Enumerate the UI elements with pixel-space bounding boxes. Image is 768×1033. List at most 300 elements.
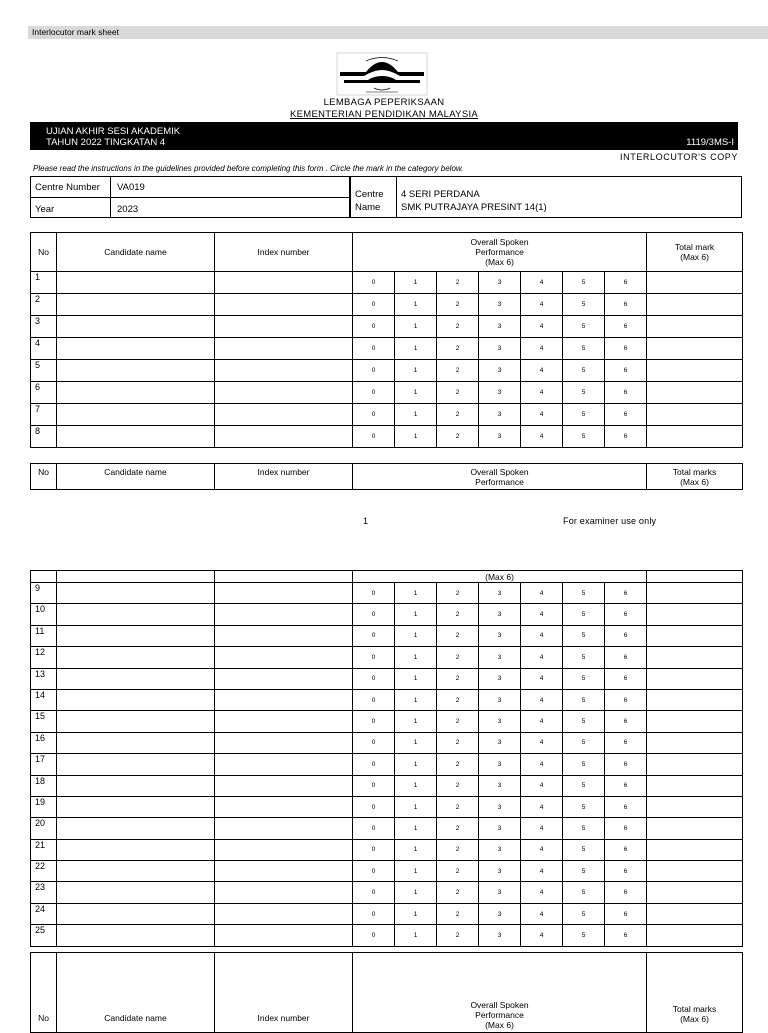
score-option[interactable]: 1	[395, 839, 437, 860]
total-mark-cell[interactable]	[647, 338, 743, 360]
score-option[interactable]: 6	[605, 647, 647, 668]
score-option[interactable]: 6	[605, 625, 647, 646]
score-option[interactable]: 2	[437, 382, 479, 404]
score-option[interactable]: 4	[521, 711, 563, 732]
bottom-col-no: No	[31, 953, 57, 1033]
score-option[interactable]: 5	[563, 775, 605, 796]
candidate-name-cell[interactable]	[57, 861, 215, 882]
total-mark-cell[interactable]	[647, 925, 743, 946]
score-option[interactable]: 2	[437, 294, 479, 316]
score-option[interactable]: 4	[521, 861, 563, 882]
index-number-cell[interactable]	[215, 818, 353, 839]
score-option[interactable]: 2	[437, 818, 479, 839]
score-option[interactable]: 3	[479, 668, 521, 689]
performance-line1: Overall Spoken	[470, 237, 529, 247]
score-option[interactable]: 3	[479, 925, 521, 946]
candidate-row	[31, 316, 743, 338]
index-number-cell[interactable]	[215, 625, 353, 646]
score-option[interactable]: 5	[563, 316, 605, 338]
score-option[interactable]: 2	[437, 711, 479, 732]
candidate-row	[31, 338, 743, 360]
score-option[interactable]: 3	[479, 583, 521, 604]
score-option[interactable]: 5	[563, 625, 605, 646]
total-line1: Total mark	[674, 242, 715, 252]
score-option[interactable]: 4	[521, 294, 563, 316]
score-option[interactable]: 1	[395, 796, 437, 817]
score-option[interactable]: 4	[521, 604, 563, 625]
score-option[interactable]: 5	[563, 754, 605, 775]
score-option[interactable]: 1	[395, 818, 437, 839]
score-option[interactable]: 1	[395, 711, 437, 732]
score-option[interactable]: 5	[563, 647, 605, 668]
index-number-cell[interactable]	[215, 754, 353, 775]
score-option[interactable]: 0	[353, 754, 395, 775]
score-option[interactable]: 3	[479, 754, 521, 775]
score-option[interactable]: 2	[437, 796, 479, 817]
score-option[interactable]: 4	[521, 647, 563, 668]
centre-info-right	[350, 176, 742, 218]
score-option[interactable]: 4	[521, 818, 563, 839]
candidate-name-cell[interactable]	[57, 754, 215, 775]
score-option[interactable]: 5	[563, 903, 605, 924]
candidate-row	[31, 839, 743, 860]
score-option[interactable]: 2	[437, 839, 479, 860]
index-number-cell[interactable]	[215, 732, 353, 753]
score-option[interactable]: 3	[479, 625, 521, 646]
score-option[interactable]: 0	[353, 668, 395, 689]
index-number-cell[interactable]	[215, 316, 353, 338]
score-option[interactable]: 4	[521, 775, 563, 796]
candidate-row	[31, 604, 743, 625]
score-option[interactable]: 1	[395, 732, 437, 753]
index-number-cell[interactable]	[215, 426, 353, 448]
candidate-row	[31, 583, 743, 604]
header-bar	[28, 26, 768, 39]
index-number-cell[interactable]	[215, 360, 353, 382]
total-mark-cell[interactable]	[647, 272, 743, 294]
score-option[interactable]: 1	[395, 925, 437, 946]
col-header-total	[647, 233, 743, 272]
score-option[interactable]: 2	[437, 625, 479, 646]
score-option[interactable]: 6	[605, 382, 647, 404]
score-option[interactable]: 6	[605, 839, 647, 860]
score-option[interactable]: 0	[353, 903, 395, 924]
score-option[interactable]: 3	[479, 711, 521, 732]
instructions: Please read the instructions in the guidelines provided before completing this form . Circle the mark in the category below.	[33, 164, 464, 173]
score-option[interactable]: 5	[563, 604, 605, 625]
candidate-name-cell[interactable]	[57, 338, 215, 360]
score-option[interactable]: 3	[479, 647, 521, 668]
row-number: 5	[31, 360, 57, 382]
score-option[interactable]: 3	[479, 404, 521, 426]
row-number: 19	[31, 796, 57, 817]
score-option[interactable]: 5	[563, 925, 605, 946]
score-option[interactable]: 3	[479, 732, 521, 753]
bottom-col-performance	[353, 953, 647, 1033]
score-option[interactable]: 0	[353, 732, 395, 753]
score-option[interactable]: 4	[521, 583, 563, 604]
index-number-cell[interactable]	[215, 604, 353, 625]
index-number-cell[interactable]	[215, 294, 353, 316]
total-mark-cell[interactable]	[647, 796, 743, 817]
score-option[interactable]: 1	[395, 754, 437, 775]
total-mark-cell[interactable]	[647, 732, 743, 753]
score-option[interactable]: 3	[479, 775, 521, 796]
total-mark-cell[interactable]	[647, 775, 743, 796]
score-option[interactable]: 6	[605, 668, 647, 689]
score-option[interactable]: 2	[437, 272, 479, 294]
score-option[interactable]: 0	[353, 294, 395, 316]
score-option[interactable]: 4	[521, 796, 563, 817]
score-option[interactable]: 0	[353, 818, 395, 839]
candidate-name-cell[interactable]	[57, 583, 215, 604]
index-number-cell[interactable]	[215, 925, 353, 946]
score-option[interactable]: 2	[437, 882, 479, 903]
score-option[interactable]: 6	[605, 796, 647, 817]
score-option[interactable]: 0	[353, 925, 395, 946]
row-number: 21	[31, 839, 57, 860]
score-option[interactable]: 0	[353, 583, 395, 604]
bottom-header-table	[30, 952, 743, 1033]
score-option[interactable]: 6	[605, 272, 647, 294]
score-option[interactable]: 3	[479, 839, 521, 860]
score-option[interactable]: 3	[479, 360, 521, 382]
bottom-total-line1: Total marks	[672, 1004, 717, 1014]
centre-info-left	[30, 176, 350, 218]
score-option[interactable]: 1	[395, 294, 437, 316]
score-option[interactable]: 4	[521, 625, 563, 646]
score-option[interactable]: 6	[605, 360, 647, 382]
score-option[interactable]: 1	[395, 583, 437, 604]
total-mark-cell[interactable]	[647, 404, 743, 426]
col-header-performance	[353, 233, 647, 272]
row-number: 18	[31, 775, 57, 796]
total-mark-cell[interactable]	[647, 689, 743, 710]
score-option[interactable]: 0	[353, 604, 395, 625]
score-option[interactable]: 2	[437, 426, 479, 448]
score-option[interactable]: 3	[479, 604, 521, 625]
total-mark-cell[interactable]	[647, 903, 743, 924]
row-number: 1	[31, 272, 57, 294]
candidate-name-cell[interactable]	[57, 604, 215, 625]
candidate-name-cell[interactable]	[57, 316, 215, 338]
row-number: 3	[31, 316, 57, 338]
score-option[interactable]: 0	[353, 404, 395, 426]
score-option[interactable]: 5	[563, 839, 605, 860]
score-option[interactable]: 2	[437, 583, 479, 604]
total-mark-cell[interactable]	[647, 711, 743, 732]
score-option[interactable]: 6	[605, 711, 647, 732]
score-option[interactable]: 6	[605, 732, 647, 753]
row-number: 14	[31, 689, 57, 710]
score-option[interactable]: 6	[605, 775, 647, 796]
score-option[interactable]: 6	[605, 426, 647, 448]
candidate-name-cell[interactable]	[57, 360, 215, 382]
score-option[interactable]: 6	[605, 316, 647, 338]
year-label: Year	[35, 204, 55, 215]
score-option[interactable]: 3	[479, 882, 521, 903]
exam-title-bar	[30, 122, 738, 150]
bottom-col-index: Index number	[215, 953, 353, 1033]
index-number-cell[interactable]	[215, 861, 353, 882]
score-option[interactable]: 3	[479, 689, 521, 710]
score-option[interactable]: 4	[521, 668, 563, 689]
centre-number-label: Centre Number	[35, 182, 100, 193]
index-number-cell[interactable]	[215, 668, 353, 689]
total-mark-cell[interactable]	[647, 668, 743, 689]
index-number-cell[interactable]	[215, 647, 353, 668]
score-option[interactable]: 1	[395, 316, 437, 338]
score-option[interactable]: 1	[395, 272, 437, 294]
index-number-cell[interactable]	[215, 903, 353, 924]
footer-col-index: Index number	[215, 464, 353, 490]
score-option[interactable]: 0	[353, 382, 395, 404]
score-option[interactable]: 3	[479, 861, 521, 882]
score-option[interactable]: 6	[605, 818, 647, 839]
total-mark-cell[interactable]	[647, 754, 743, 775]
row-number: 11	[31, 625, 57, 646]
score-option[interactable]: 5	[563, 882, 605, 903]
score-option[interactable]: 5	[563, 689, 605, 710]
score-option[interactable]: 6	[605, 404, 647, 426]
score-option[interactable]: 1	[395, 426, 437, 448]
score-option[interactable]: 1	[395, 338, 437, 360]
school-name-value: SMK PUTRAJAYA PRESINT 14(1)	[401, 202, 547, 213]
index-number-cell[interactable]	[215, 711, 353, 732]
index-number-cell[interactable]	[215, 404, 353, 426]
candidate-name-cell[interactable]	[57, 818, 215, 839]
score-option[interactable]: 5	[563, 861, 605, 882]
score-option[interactable]: 2	[437, 647, 479, 668]
score-option[interactable]: 5	[563, 668, 605, 689]
candidate-row	[31, 382, 743, 404]
score-option[interactable]: 4	[521, 882, 563, 903]
score-option[interactable]: 1	[395, 604, 437, 625]
candidate-name-cell[interactable]	[57, 689, 215, 710]
score-option[interactable]: 4	[521, 732, 563, 753]
index-number-cell[interactable]	[215, 882, 353, 903]
score-option[interactable]: 4	[521, 903, 563, 924]
score-option[interactable]: 0	[353, 360, 395, 382]
score-option[interactable]: 4	[521, 272, 563, 294]
score-option[interactable]: 5	[563, 426, 605, 448]
total-mark-cell[interactable]	[647, 625, 743, 646]
footer-total-line2: (Max 6)	[680, 476, 709, 487]
score-option[interactable]: 2	[437, 903, 479, 924]
score-option[interactable]: 4	[521, 338, 563, 360]
score-option[interactable]: 4	[521, 360, 563, 382]
score-option[interactable]: 0	[353, 625, 395, 646]
total-mark-cell[interactable]	[647, 861, 743, 882]
score-option[interactable]: 1	[395, 360, 437, 382]
performance-line3: (Max 6)	[485, 257, 514, 267]
score-option[interactable]: 5	[563, 360, 605, 382]
candidate-name-cell[interactable]	[57, 625, 215, 646]
index-number-cell[interactable]	[215, 796, 353, 817]
score-option[interactable]: 2	[437, 404, 479, 426]
score-option[interactable]: 6	[605, 882, 647, 903]
candidate-name-cell[interactable]	[57, 647, 215, 668]
index-number-cell[interactable]	[215, 775, 353, 796]
candidate-name-cell[interactable]	[57, 839, 215, 860]
score-option[interactable]: 5	[563, 294, 605, 316]
total-mark-cell[interactable]	[647, 294, 743, 316]
candidate-name-cell[interactable]	[57, 426, 215, 448]
score-option[interactable]: 2	[437, 925, 479, 946]
score-option[interactable]: 1	[395, 668, 437, 689]
col-header-candidate: Candidate name	[57, 233, 215, 272]
index-number-cell[interactable]	[215, 583, 353, 604]
score-option[interactable]: 6	[605, 689, 647, 710]
score-option[interactable]: 3	[479, 796, 521, 817]
score-option[interactable]: 3	[479, 426, 521, 448]
score-option[interactable]: 6	[605, 583, 647, 604]
score-option[interactable]: 0	[353, 647, 395, 668]
total-mark-cell[interactable]	[647, 382, 743, 404]
total-mark-cell[interactable]	[647, 426, 743, 448]
score-option[interactable]: 6	[605, 294, 647, 316]
candidate-row	[31, 625, 743, 646]
score-option[interactable]: 5	[563, 796, 605, 817]
score-option[interactable]: 4	[521, 689, 563, 710]
score-option[interactable]: 4	[521, 316, 563, 338]
score-option[interactable]: 4	[521, 839, 563, 860]
candidate-name-cell[interactable]	[57, 732, 215, 753]
score-option[interactable]: 4	[521, 404, 563, 426]
row-number: 8	[31, 426, 57, 448]
score-option[interactable]: 2	[437, 668, 479, 689]
org-name: LEMBAGA PEPERIKSAAN	[323, 97, 445, 108]
score-option[interactable]: 1	[395, 382, 437, 404]
score-option[interactable]: 5	[563, 818, 605, 839]
total-mark-cell[interactable]	[647, 604, 743, 625]
footer-col-candidate: Candidate name	[57, 464, 215, 490]
candidate-name-cell[interactable]	[57, 903, 215, 924]
score-option[interactable]: 2	[437, 732, 479, 753]
total-mark-cell[interactable]	[647, 882, 743, 903]
candidate-row	[31, 796, 743, 817]
score-option[interactable]: 1	[395, 882, 437, 903]
score-option[interactable]: 4	[521, 426, 563, 448]
score-option[interactable]: 6	[605, 925, 647, 946]
score-option[interactable]: 0	[353, 711, 395, 732]
score-option[interactable]: 2	[437, 775, 479, 796]
total-mark-cell[interactable]	[647, 839, 743, 860]
score-option[interactable]: 0	[353, 272, 395, 294]
candidate-name-cell[interactable]	[57, 404, 215, 426]
score-option[interactable]: 5	[563, 272, 605, 294]
candidate-name-cell[interactable]	[57, 925, 215, 946]
score-option[interactable]: 6	[605, 903, 647, 924]
score-option[interactable]: 5	[563, 382, 605, 404]
index-number-cell[interactable]	[215, 338, 353, 360]
score-option[interactable]: 0	[353, 426, 395, 448]
score-option[interactable]: 1	[395, 861, 437, 882]
score-option[interactable]: 3	[479, 294, 521, 316]
table2-max-label: (Max 6)	[353, 571, 647, 583]
row-number: 6	[31, 382, 57, 404]
score-option[interactable]: 0	[353, 861, 395, 882]
candidate-name-cell[interactable]	[57, 775, 215, 796]
total-mark-cell[interactable]	[647, 316, 743, 338]
score-option[interactable]: 1	[395, 625, 437, 646]
score-option[interactable]: 1	[395, 903, 437, 924]
score-option[interactable]: 0	[353, 882, 395, 903]
score-option[interactable]: 4	[521, 382, 563, 404]
score-option[interactable]: 2	[437, 360, 479, 382]
total-mark-cell[interactable]	[647, 818, 743, 839]
score-option[interactable]: 1	[395, 775, 437, 796]
exam-title-line1: UJIAN AKHIR SESI AKADEMIK	[46, 126, 181, 137]
row-number: 4	[31, 338, 57, 360]
index-number-cell[interactable]	[215, 382, 353, 404]
score-option[interactable]: 2	[437, 316, 479, 338]
score-option[interactable]: 2	[437, 604, 479, 625]
score-option[interactable]: 4	[521, 754, 563, 775]
candidate-row	[31, 882, 743, 903]
score-option[interactable]: 4	[521, 925, 563, 946]
score-option[interactable]: 3	[479, 903, 521, 924]
score-option[interactable]: 6	[605, 861, 647, 882]
candidate-name-cell[interactable]	[57, 294, 215, 316]
score-option[interactable]: 2	[437, 861, 479, 882]
score-option[interactable]: 5	[563, 404, 605, 426]
index-number-cell[interactable]	[215, 839, 353, 860]
candidate-name-cell[interactable]	[57, 882, 215, 903]
index-number-cell[interactable]	[215, 689, 353, 710]
score-option[interactable]: 3	[479, 818, 521, 839]
score-option[interactable]: 2	[437, 689, 479, 710]
score-option[interactable]: 0	[353, 796, 395, 817]
footer-col-performance	[353, 464, 647, 490]
score-option[interactable]: 1	[395, 647, 437, 668]
score-option[interactable]: 5	[563, 583, 605, 604]
candidate-name-cell[interactable]	[57, 272, 215, 294]
score-option[interactable]: 0	[353, 839, 395, 860]
centre-name-label-2: Name	[355, 202, 381, 213]
score-option[interactable]: 0	[353, 316, 395, 338]
candidate-name-cell[interactable]	[57, 711, 215, 732]
score-option[interactable]: 3	[479, 338, 521, 360]
score-option[interactable]: 2	[437, 338, 479, 360]
score-option[interactable]: 6	[605, 754, 647, 775]
score-option[interactable]: 5	[563, 338, 605, 360]
score-option[interactable]: 1	[395, 404, 437, 426]
score-option[interactable]: 1	[395, 689, 437, 710]
score-option[interactable]: 5	[563, 711, 605, 732]
candidate-name-cell[interactable]	[57, 796, 215, 817]
score-option[interactable]: 6	[605, 604, 647, 625]
candidate-name-cell[interactable]	[57, 382, 215, 404]
page-number: 1	[363, 516, 369, 526]
score-option[interactable]: 6	[605, 338, 647, 360]
candidate-row	[31, 294, 743, 316]
row-number: 7	[31, 404, 57, 426]
score-option[interactable]: 3	[479, 382, 521, 404]
score-option[interactable]: 3	[479, 272, 521, 294]
score-option[interactable]: 0	[353, 338, 395, 360]
total-mark-cell[interactable]	[647, 647, 743, 668]
candidate-name-cell[interactable]	[57, 668, 215, 689]
score-option[interactable]: 5	[563, 732, 605, 753]
score-option[interactable]: 3	[479, 316, 521, 338]
score-option[interactable]: 0	[353, 689, 395, 710]
score-option[interactable]: 0	[353, 775, 395, 796]
total-mark-cell[interactable]	[647, 360, 743, 382]
index-number-cell[interactable]	[215, 272, 353, 294]
total-mark-cell[interactable]	[647, 583, 743, 604]
score-option[interactable]: 2	[437, 754, 479, 775]
